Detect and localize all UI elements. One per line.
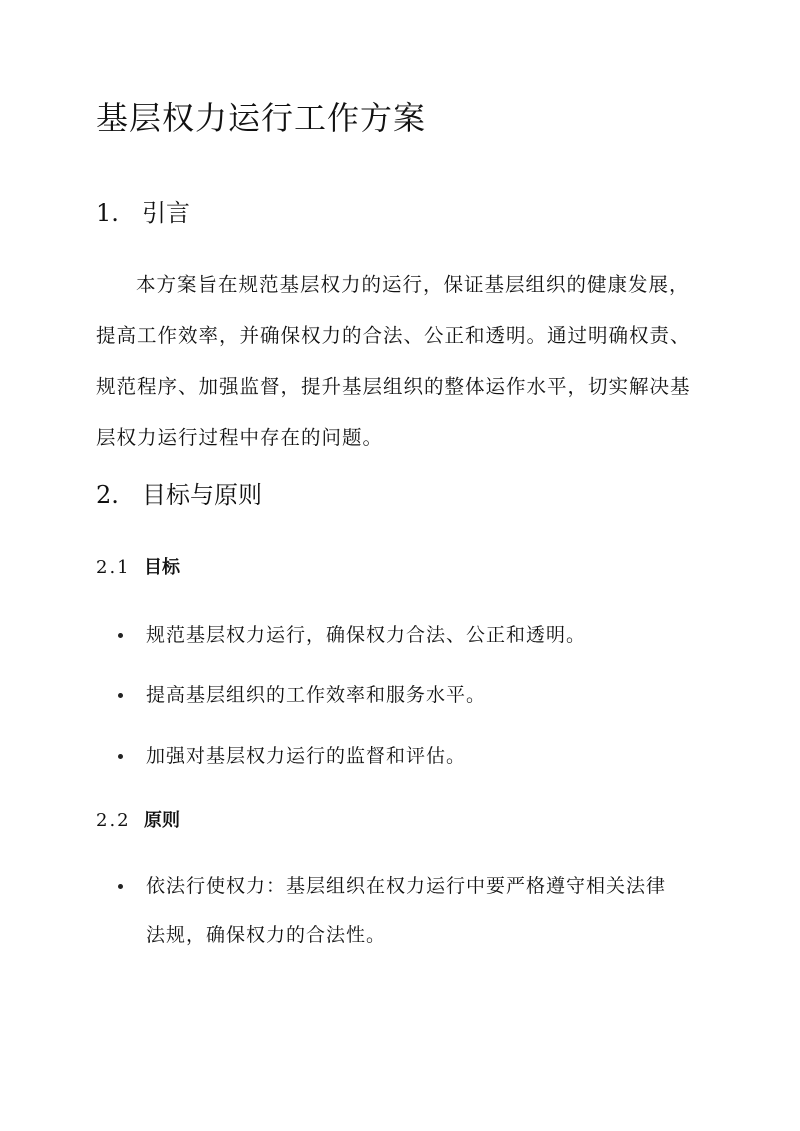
section-heading-introduction (96, 196, 190, 230)
subsection-number: 2.2 (96, 810, 131, 831)
section-number: 1. (96, 199, 119, 227)
bullet-item-line: 依法行使权力：基层组织在权力运行中要严格遵守相关法律 (146, 875, 667, 897)
section-heading-goals-principles (96, 478, 262, 512)
paragraph-line: 层权力运行过程中存在的问题。 (96, 426, 384, 449)
document-title: 基层权力运行工作方案 (96, 99, 427, 137)
bullet-item: 提高基层组织的工作效率和服务水平。 (146, 684, 487, 706)
subsection-title: 目标 (144, 557, 180, 578)
bullet-dot (118, 884, 123, 889)
bullet-item: 规范基层权力运行，确保权力合法、公正和透明。 (146, 624, 587, 646)
bullet-dot (118, 633, 123, 638)
bullet-item: 加强对基层权力运行的监督和评估。 (146, 745, 467, 767)
bullet-dot (118, 693, 123, 698)
bullet-item-line: 法规，确保权力的合法性。 (146, 924, 387, 946)
section-title: 目标与原则 (142, 481, 262, 509)
paragraph-line: 规范程序、加强监督，提升基层组织的整体运作水平，切实解决基 (96, 375, 691, 398)
subsection-heading-principles (96, 807, 180, 835)
section-title: 引言 (142, 199, 190, 227)
section-number: 2. (96, 481, 119, 509)
subsection-heading-goals (96, 554, 180, 582)
paragraph-line: 本方案旨在规范基层权力的运行，保证基层组织的健康发展， (136, 273, 690, 296)
subsection-title: 原则 (144, 810, 180, 831)
bullet-dot (118, 754, 123, 759)
subsection-number: 2.1 (96, 557, 131, 578)
paragraph-line: 提高工作效率，并确保权力的合法、公正和透明。通过明确权责、 (96, 324, 691, 347)
